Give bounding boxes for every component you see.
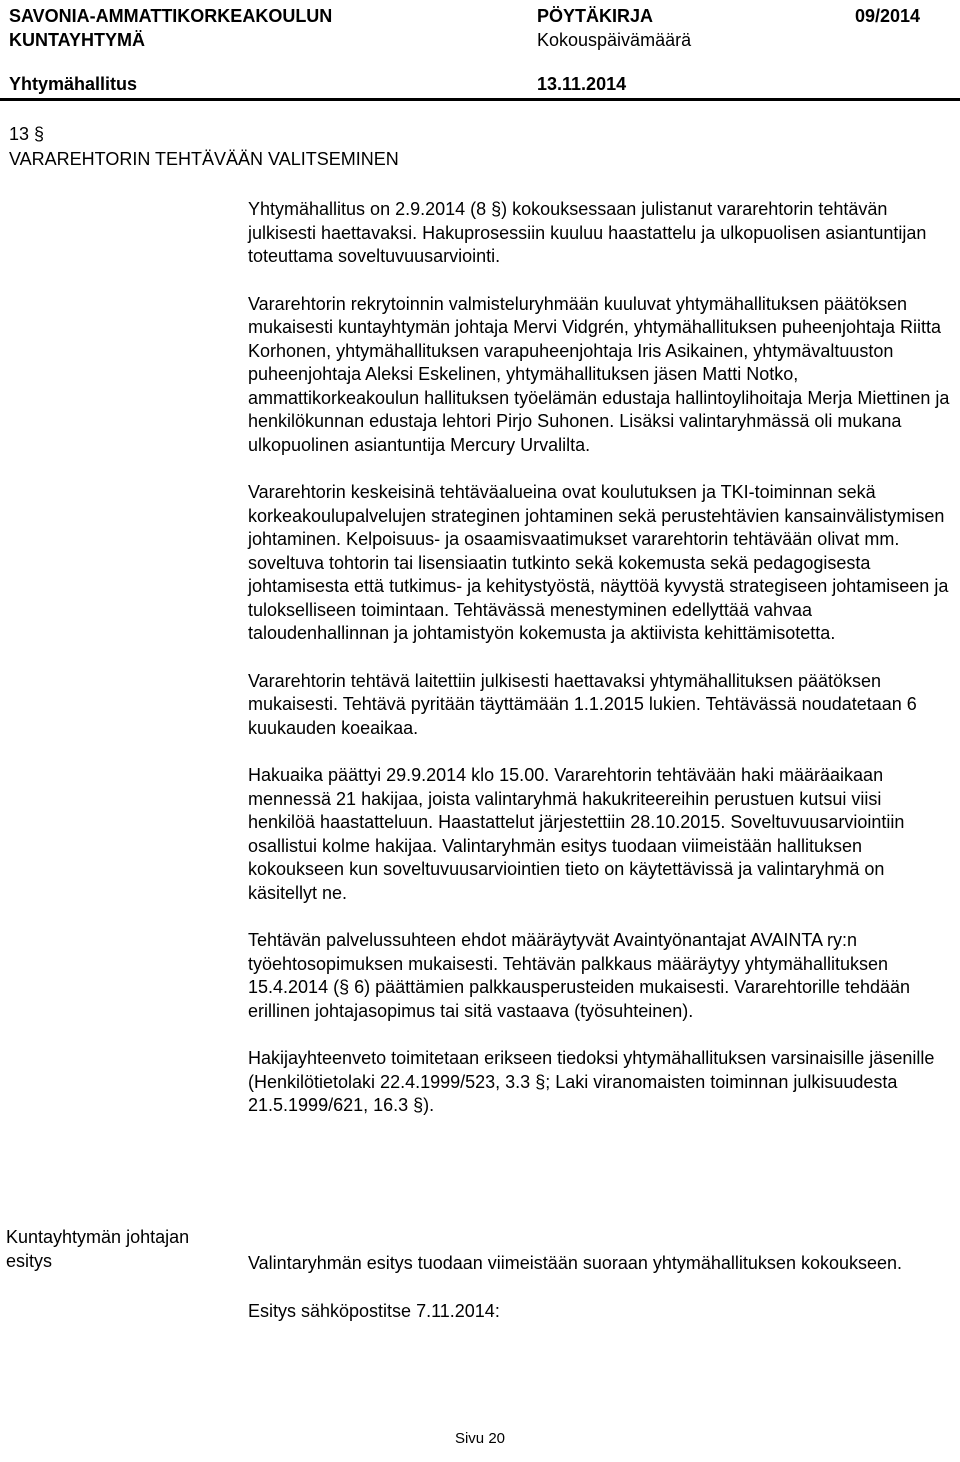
section-title: VARAREHTORIN TEHTÄVÄÄN VALITSEMINEN — [9, 149, 399, 169]
proposal-label: Kuntayhtymän johtajan esitys — [6, 1227, 190, 1271]
paragraph-3: Vararehtorin keskeisinä tehtäväalueina ovat koulutuksen ja TKI-toiminnan sekä korkeakoulupalvelujen strateginen johtaminen sekä perustehtävien kansainvälistymisen johtaminen. Kelpoisuus- ja osaamisvaatimukset vararehtorin tehtävään olivat mm. soveltuva tohtorin tai lisensiaatin tutkinto sekä kokemusta sekä pedagogisesta johtamisesta että tutkimus- ja kehitystyöstä, näyttöä kyvystä strategiseen johtamiseen ja tulokselliseen toimintaan. Tehtävässä menestyminen edellyttää vahvaa taloudenhallinnan ja johtamistyön kokemusta ja aktiivista kehittämisotetta. — [248, 482, 949, 643]
meeting-date: 13.11.2014 — [537, 74, 627, 94]
org-name-line2: KUNTAYHTYMÄ — [9, 30, 146, 50]
paragraph-5: Hakuaika päättyi 29.9.2014 klo 15.00. Vararehtorin tehtävään haki määräaikaan mennessä 21 hakijaa, joista valintaryhmä hakukriteereihin perustuen kutsui viisi henkilöä haastatteluun. Haastattelut järjestettiin 28.10.2015. Soveltuvuusarviointiin osallistui kolme hakijaa. Valintaryhmän esitys tuodaan viimeistään hallituksen kokoukseen kun soveltuvuusarviointien tieto on käytettävissä ja valintaryhmä on käsitellyt ne. — [248, 765, 905, 903]
org-name-line1: SAVONIA-AMMATTIKORKEAKOULUN — [9, 6, 333, 26]
proposal-sent: Esitys sähköpostitse 7.11.2014: — [248, 1300, 500, 1321]
paragraph-1: Yhtymähallitus on 2.9.2014 (8 §) kokouksessaan julistanut vararehtorin tehtävän julkisesti haettavaksi. Hakuprosessiin kuuluu haastattelu ja ulkopuolisen asiantuntijan toteuttama soveltuvuusarviointi. — [248, 199, 927, 266]
paragraph-2: Vararehtorin rekrytoinnin valmisteluryhmään kuuluvat yhtymähallituksen päätöksen mukaisesti kuntayhtymän johtaja Mervi Vidgrén, yhtymähallituksen puheenjohtaja Riitta Korhonen, yhtymähallituksen varapuheenjohtaja Iris Asikainen, yhtymävaltuuston puheenjohtaja Aleksi Eskelinen, yhtymähallituksen jäsen Matti Notko, ammattikorkeakoulun hallituksen työelämän edustaja hallintoylihoitaja Merja Miettinen ja henkilökunnan edustaja lehtori Pirjo Suhonen. Lisäksi valintaryhmässä oli mukana ulkopuolinen asiantuntija Mercury Urvalilta. — [248, 293, 950, 455]
body-name: Yhtymähallitus — [9, 74, 138, 94]
paragraph-6: Tehtävän palvelussuhteen ehdot määräytyvät Avaintyönantajat AVAINTA ry:n työehtosopimuksen mukaisesti. Tehtävän palkkaus määräytyy yhtymähallituksen 15.4.2014 (§ 6) päättämien palkkausperusteiden mukaisesti. Vararehtorille tehdään erillinen johtajasopimus tai sitä vastaava (työsuhteinen). — [248, 930, 911, 1021]
page-number: Sivu 20 — [454, 1430, 506, 1447]
date-label: Kokouspäivämäärä — [537, 30, 692, 50]
doc-number: 09/2014 — [855, 6, 921, 26]
paragraph-4: Vararehtorin tehtävä laitettiin julkisesti haettavaksi yhtymähallituksen päätöksen mukaisesti. Tehtävä pyritään täyttämään 1.1.2015 lukien. Tehtävässä noudatetaan 6 kuukauden koeaikaa. — [248, 670, 917, 738]
section-body — [248, 198, 953, 1142]
header-divider — [0, 98, 960, 101]
proposal-body — [248, 1252, 953, 1347]
doc-type: PÖYTÄKIRJA — [537, 6, 654, 26]
paragraph-7: Hakijayhteenveto toimitetaan erikseen tiedoksi yhtymähallituksen varsinaisille jäsenille (Henkilötietolaki 22.4.1999/523, 3.3 §; Laki viranomaisten toiminnan julkisuudesta 21.5.1999/621, 16.3 §). — [248, 1048, 935, 1115]
proposal-text: Valintaryhmän esitys tuodaan viimeistään suoraan yhtymähallituksen kokoukseen. — [248, 1253, 903, 1273]
section-number: 13 § — [9, 124, 45, 144]
